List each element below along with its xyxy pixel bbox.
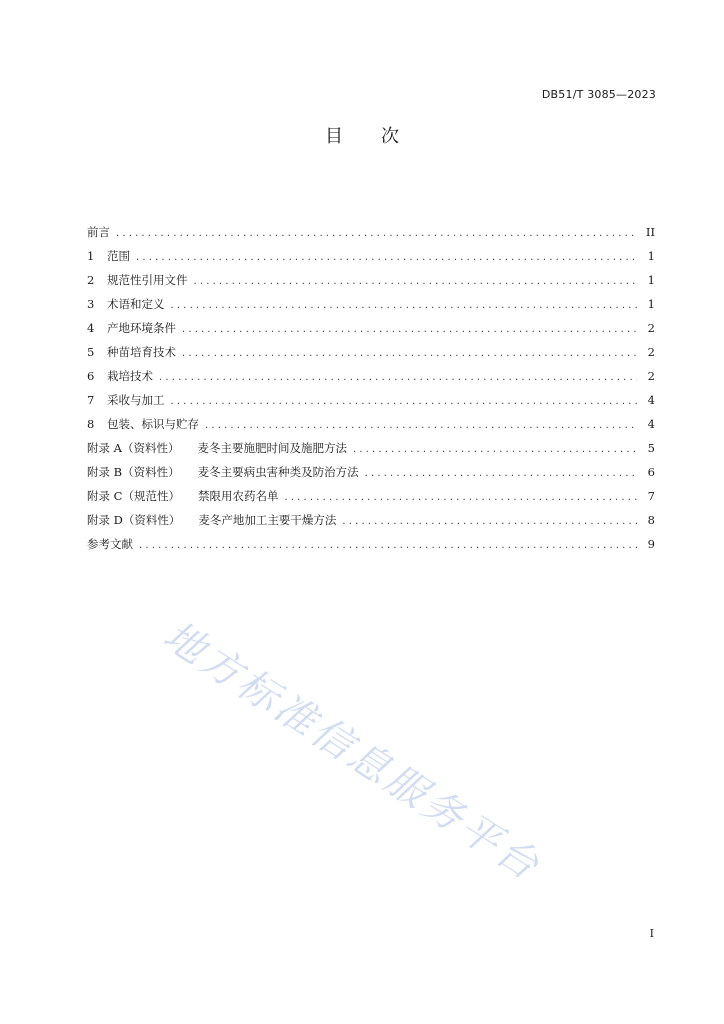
toc-entry-label: 术语和定义 [107, 297, 165, 311]
page-title [0, 122, 724, 148]
toc-entry-number: 4 [87, 321, 95, 335]
toc-entry[interactable] [87, 248, 655, 272]
toc-entry-subtitle: 禁限用农药名单 [197, 489, 279, 503]
toc-entry-appendix[interactable] [87, 512, 655, 536]
toc-leader-dots [182, 348, 637, 359]
toc-entry-page: 4 [647, 417, 655, 431]
toc-entry-page: 4 [647, 393, 655, 407]
toc-entry-number: 1 [87, 249, 95, 263]
toc-entry-page: 2 [647, 369, 655, 383]
toc-entry-label: 种苗培育技术 [107, 345, 176, 359]
toc-entry-page: 2 [647, 321, 655, 335]
toc-entry-label: 前言 [87, 225, 110, 239]
toc-entry-page: 2 [647, 345, 655, 359]
toc-entry-page: 8 [647, 513, 655, 527]
toc-entry[interactable] [87, 296, 655, 320]
toc-entry[interactable] [87, 416, 655, 440]
toc-entry-page: 6 [647, 465, 655, 479]
toc-entry-appendix[interactable] [87, 464, 655, 488]
toc-entry-number: 3 [87, 297, 95, 311]
toc-entry-number: 2 [87, 273, 95, 287]
toc-entry-number: 5 [87, 345, 95, 359]
toc-entry[interactable] [87, 224, 655, 248]
toc-entry-page: 1 [647, 297, 655, 311]
toc-entry-label: 产地环境条件 [107, 321, 176, 335]
toc-leader-dots [365, 468, 637, 479]
toc-leader-dots [171, 396, 638, 407]
toc-entry-appendix[interactable] [87, 488, 655, 512]
toc-entry-number: 6 [87, 369, 95, 383]
toc-entry-subtitle: 麦冬主要病虫害种类及防治方法 [197, 465, 359, 479]
toc-leader-dots [182, 324, 637, 335]
toc-entry[interactable] [87, 272, 655, 296]
toc-leader-dots [139, 540, 637, 551]
toc-entry-subtitle: 麦冬产地加工主要干燥方法 [198, 513, 337, 527]
toc-leader-dots [353, 444, 637, 455]
watermark: 地方标准信息服务平台 [155, 612, 550, 891]
toc-entry-label: 包装、标识与贮存 [107, 417, 199, 431]
toc-entry[interactable] [87, 536, 655, 560]
toc-entry-page: 1 [647, 249, 655, 263]
page-title-char-1: 目 [325, 126, 343, 147]
toc-leader-dots [194, 276, 638, 287]
toc-entry-label: 参考文献 [87, 537, 133, 551]
toc-leader-dots [159, 372, 637, 383]
page-number: I [649, 927, 654, 940]
toc-entry-page: II [645, 225, 655, 239]
toc-leader-dots [116, 228, 637, 239]
toc-entry-number: 7 [87, 393, 95, 407]
toc-entry-subtitle: 麦冬主要施肥时间及施肥方法 [197, 441, 347, 455]
toc-leader-dots [171, 300, 638, 311]
page-title-char-2: 次 [381, 126, 399, 147]
toc-entry-label: 范围 [107, 249, 130, 263]
toc-leader-dots [284, 492, 637, 503]
toc-leader-dots [136, 252, 637, 263]
toc-entry-page: 5 [647, 441, 655, 455]
toc-entry[interactable] [87, 368, 655, 392]
toc-entry-label: 附录 B（资料性） [87, 465, 180, 479]
toc-entry-label: 附录 A（资料性） [87, 441, 180, 455]
toc-leader-dots [205, 420, 637, 431]
toc-entry-number: 8 [87, 417, 95, 431]
toc-entry-appendix[interactable] [87, 440, 655, 464]
toc-entry[interactable] [87, 392, 655, 416]
toc-entry-label: 栽培技术 [107, 369, 153, 383]
toc-entry-label: 附录 C（规范性） [87, 489, 180, 503]
toc-entry-label: 规范性引用文件 [107, 273, 188, 287]
table-of-contents [87, 224, 655, 560]
toc-entry-label: 采收与加工 [107, 393, 165, 407]
toc-leader-dots [342, 516, 637, 527]
toc-entry-page: 1 [647, 273, 655, 287]
toc-entry-page: 7 [647, 489, 655, 503]
toc-entry[interactable] [87, 320, 655, 344]
toc-entry-page: 9 [647, 537, 655, 551]
toc-entry[interactable] [87, 344, 655, 368]
doc-code: DB51/T 3085—2023 [541, 88, 656, 101]
toc-entry-label: 附录 D（资料性） [87, 513, 181, 527]
